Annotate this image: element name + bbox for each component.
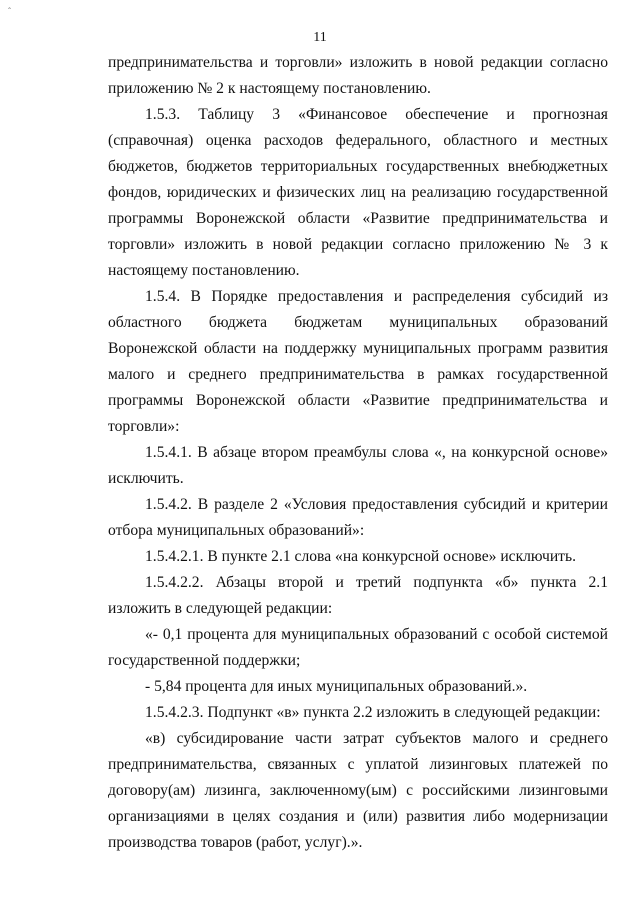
- paragraph-10: 1.5.4.2.3. Подпункт «в» пункта 2.2 изложить в следующей редакции:: [145, 704, 601, 721]
- paragraph-7: 1.5.4.2.2. Абзацы второй и третий подпункта «б» пункта 2.1 изложить в следующей редакции:: [108, 574, 608, 617]
- page-number: 11: [313, 30, 327, 45]
- paragraph-1: предпринимательства и торговли» изложить в новой редакции согласно приложению № 2 к настоящему постановлению.: [108, 54, 608, 97]
- paragraph-4: 1.5.4.1. В абзаце втором преамбулы слова «, на конкурсной основе» исключить.: [108, 444, 608, 487]
- document-body: [108, 50, 608, 856]
- paragraph-3: 1.5.4. В Порядке предоставления и распределения субсидий из областного бюджета бюджетам муниципальных образований Воронежской области на поддержку муниципальных программ развития малого и среднего предпринимательства в рамках государственной программы Воронежской области «Развитие предпринимательства и торговли»:: [108, 288, 608, 435]
- paragraph-6: 1.5.4.2.1. В пункте 2.1 слова «на конкурсной основе» исключить.: [145, 548, 577, 565]
- paragraph-9: - 5,84 процента для иных муниципальных образований.».: [145, 678, 528, 695]
- scan-corner-mark: ˆ: [8, 6, 11, 16]
- paragraph-5: 1.5.4.2. В разделе 2 «Условия предоставления субсидий и критерии отбора муниципальных образований»:: [108, 496, 608, 539]
- paragraph-8: «- 0,1 процента для муниципальных образований с особой системой государственной поддержки;: [108, 626, 608, 669]
- paragraph-2: 1.5.3. Таблицу 3 «Финансовое обеспечение и прогнозная (справочная) оценка расходов федерального, областного и местных бюджетов, бюджетов территориальных государственных внебюджетных фондов, юридических и физических лиц на реализацию государственной программы Воронежской области «Развитие предпринимательства и торговли» изложить в новой редакции согласно приложению № 3 к настоящему постановлению.: [108, 106, 608, 279]
- paragraph-11: «в) субсидирование части затрат субъектов малого и среднего предпринимательства, связанных с уплатой лизинговых платежей по договору(ам) лизинга, заключенному(ым) с российскими лизинговыми организациями в целях создания и (или) развития либо модернизации производства товаров (работ, услуг).».: [108, 730, 608, 851]
